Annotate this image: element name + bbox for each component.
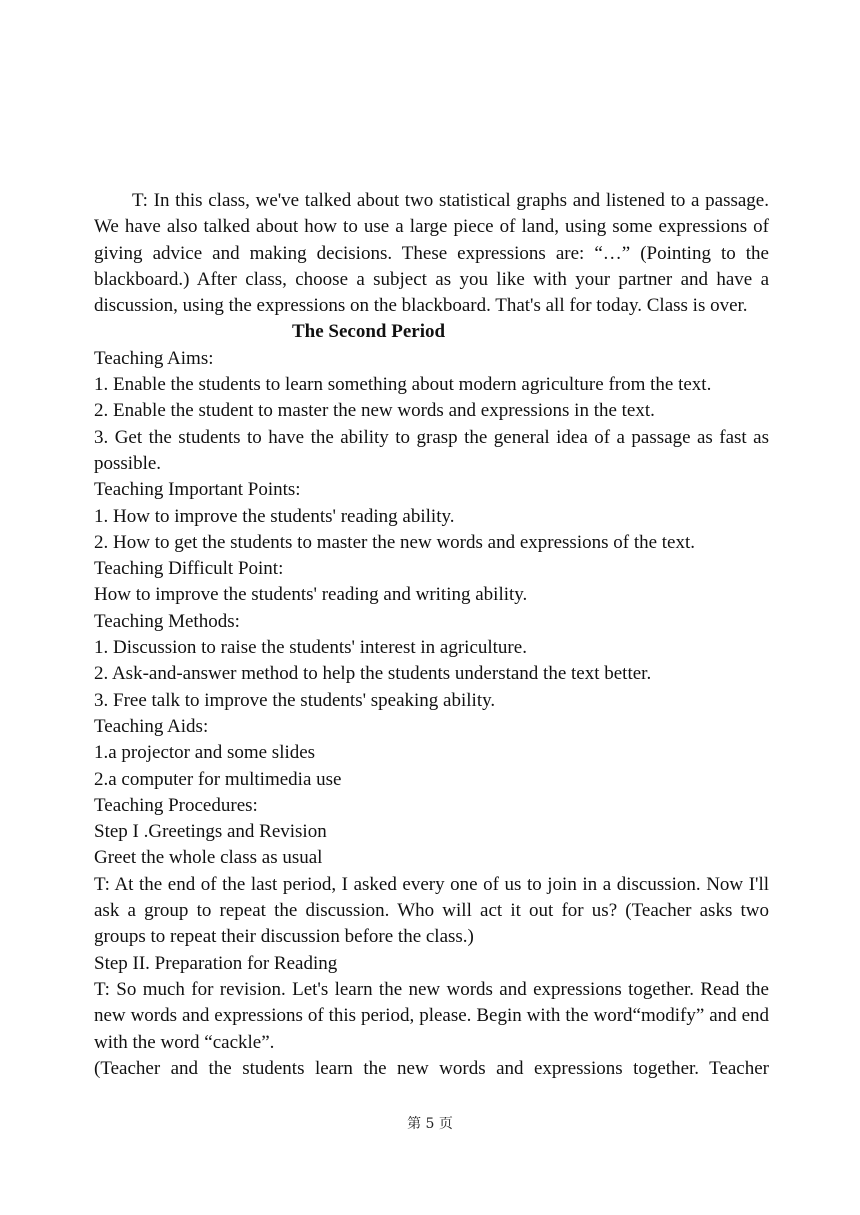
important-point-item: 2. How to get the students to master the new words and expressions of the text. — [94, 531, 696, 553]
step1-dialogue: T: At the end of the last period, I asked every one of us to join in a discussion. Now I'll ask a group to repeat the discussion. Who will act it out for us? (Teacher asks two groups to repeat their discussion before the class.) — [94, 873, 769, 948]
difficult-point-text: How to improve the students' reading and writing ability. — [94, 584, 528, 606]
intro-paragraph: T: In this class, we've talked about two statistical graphs and listened to a passage. We have also talked about how to use a large piece of land, using some expressions of giving advice and making decisions. These expressions are: “…” (Pointing to the blackboard.) After class, choose a subject as you like with your partner and have a discussion, using the expressions on the blackboard. That's all for today. Class is over. — [94, 190, 769, 317]
method-item: 2. Ask-and-answer method to help the students understand the text better. — [94, 663, 652, 685]
teaching-aim-item: 1. Enable the students to learn something about modern agriculture from the text. — [94, 374, 712, 396]
step2-dialogue: T: So much for revision. Let's learn the new words and expressions together. Read the new words and expressions of this period, please. Begin with the word“modify” and end with the word “cackle”. — [94, 978, 769, 1053]
procedures-heading: Teaching Procedures: — [94, 794, 258, 816]
methods-heading: Teaching Methods: — [94, 610, 240, 632]
step2-note: (Teacher and the students learn the new words and expressions together. Teacher — [94, 1057, 769, 1079]
difficult-point-heading: Teaching Difficult Point: — [94, 558, 284, 580]
important-point-item: 1. How to improve the students' reading ability. — [94, 505, 455, 527]
step1-heading: Step I .Greetings and Revision — [94, 821, 327, 843]
teaching-aims-heading: Teaching Aims: — [94, 347, 214, 369]
document-body — [94, 188, 769, 1082]
step1-text: Greet the whole class as usual — [94, 847, 323, 869]
method-item: 1. Discussion to raise the students' interest in agriculture. — [94, 637, 527, 659]
section-heading: The Second Period — [292, 321, 446, 343]
aids-heading: Teaching Aids: — [94, 715, 209, 737]
method-item: 3. Free talk to improve the students' speaking ability. — [94, 689, 496, 711]
teaching-aim-item: 3. Get the students to have the ability to grasp the general idea of a passage as fast as possible. — [94, 426, 769, 474]
teaching-aim-item: 2. Enable the student to master the new words and expressions in the text. — [94, 400, 655, 422]
important-points-heading: Teaching Important Points: — [94, 479, 301, 501]
step2-heading: Step II. Preparation for Reading — [94, 952, 338, 974]
page-number: 第 5 页 — [407, 1116, 453, 1132]
aid-item: 1.a projector and some slides — [94, 742, 316, 764]
aid-item: 2.a computer for multimedia use — [94, 768, 342, 790]
